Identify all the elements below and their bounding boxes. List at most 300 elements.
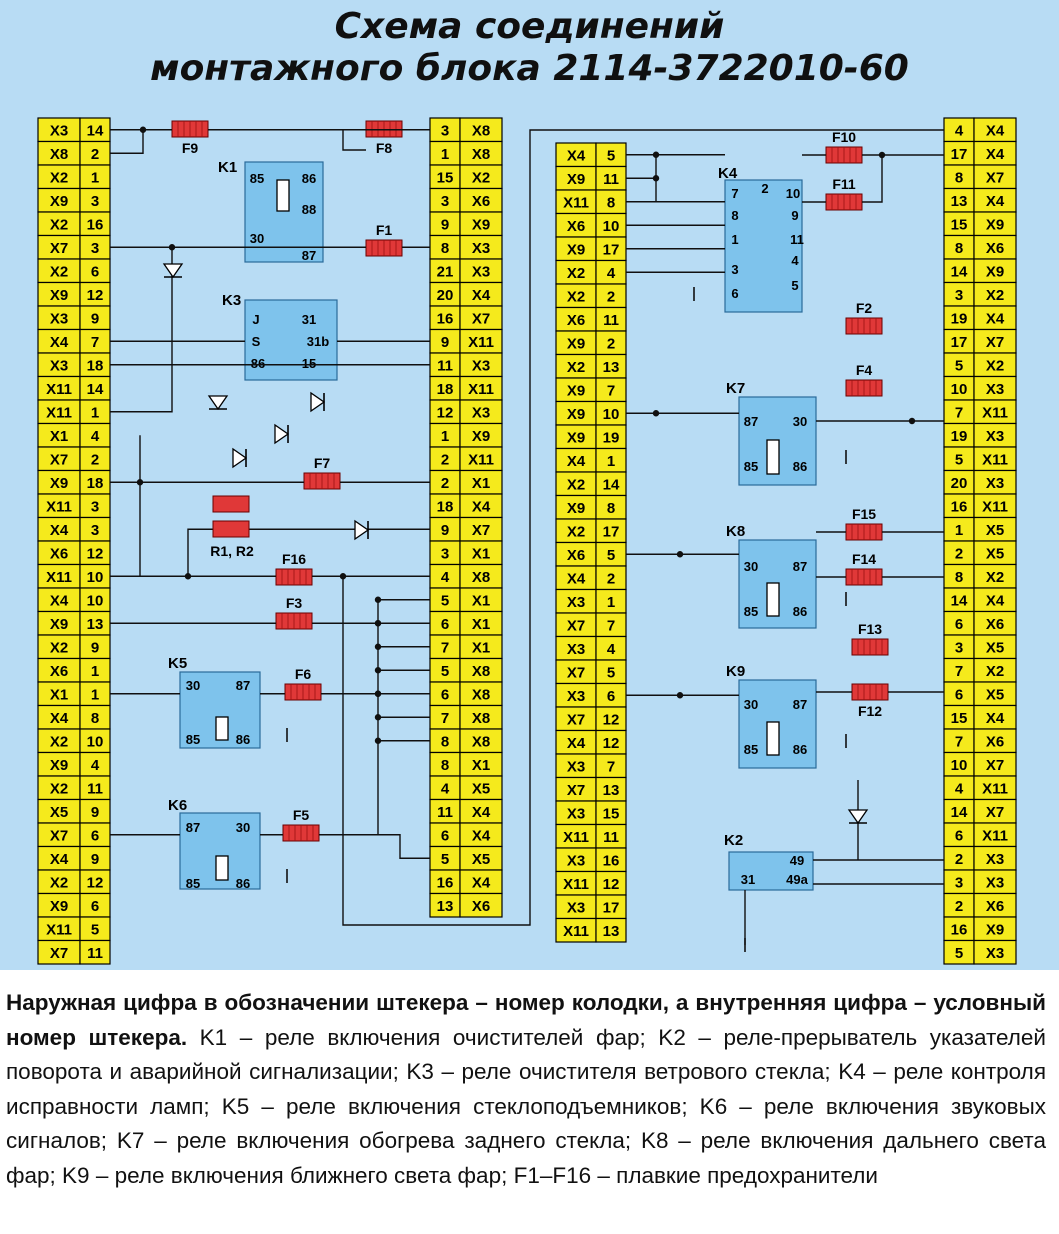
- relay-pin-label: 87: [743, 414, 759, 429]
- right-label: 2: [954, 897, 964, 915]
- middle-label: X9: [566, 335, 586, 353]
- left-outer-label: X2: [49, 733, 69, 751]
- left-outer-label: X7: [49, 827, 69, 845]
- right-label: X6: [985, 615, 1005, 633]
- relay-pin-label: S: [251, 334, 261, 349]
- relay-pin-label: 85: [743, 459, 759, 474]
- left-inner-label: 8: [440, 239, 450, 257]
- relay-pin-label: 10: [785, 186, 801, 201]
- left-inner-label: X6: [471, 897, 491, 915]
- legend: [0, 972, 1059, 1234]
- relay-pin-label: 8: [731, 208, 739, 223]
- left-outer-label: X1: [49, 686, 69, 704]
- relay-pin-label: 30: [249, 231, 265, 246]
- right-label: 6: [954, 686, 964, 704]
- junction-dot: [653, 410, 659, 416]
- left-outer-label: X11: [46, 498, 72, 516]
- middle-label: X7: [566, 711, 586, 729]
- left-outer-label: 9: [90, 639, 100, 657]
- right-label: X4: [985, 122, 1005, 140]
- fuse-label: F2: [855, 300, 873, 316]
- fuse-label: F14: [851, 551, 877, 567]
- wire: [110, 435, 140, 576]
- right-label: X3: [985, 427, 1005, 445]
- left-inner-label: X4: [471, 286, 491, 304]
- middle-label: 1: [606, 452, 616, 470]
- right-label: 14: [950, 803, 968, 821]
- middle-label: 7: [606, 758, 616, 776]
- relay-pin-label: 86: [792, 604, 808, 619]
- left-outer-label: X7: [49, 239, 69, 257]
- left-inner-label: 5: [440, 592, 450, 610]
- left-outer-label: X11: [46, 404, 72, 422]
- fuse-label: F3: [285, 595, 303, 611]
- wire: [862, 155, 882, 202]
- wire: [319, 835, 430, 859]
- middle-label: X11: [563, 875, 589, 893]
- right-label: 15: [950, 709, 968, 727]
- relay-pin-label: 30: [743, 559, 759, 574]
- junction-dot: [677, 551, 683, 557]
- right-label: X5: [985, 545, 1005, 563]
- middle-label: 2: [606, 288, 616, 306]
- right-label: X4: [985, 145, 1005, 163]
- middle-label: 4: [606, 264, 616, 282]
- right-label: X6: [985, 897, 1005, 915]
- left-outer-label: X9: [49, 192, 69, 210]
- resistor-r2: [213, 521, 249, 537]
- left-outer-label: 16: [86, 216, 104, 234]
- junction-dot: [375, 691, 381, 697]
- junction-dot: [375, 738, 381, 744]
- left-inner-label: 8: [440, 733, 450, 751]
- left-inner-label: X8: [471, 122, 491, 140]
- right-label: 5: [954, 944, 964, 962]
- title-line-1: Схема соединений: [334, 6, 725, 47]
- middle-label: X3: [566, 758, 586, 776]
- wire: [110, 130, 143, 154]
- middle-label: 11: [603, 311, 619, 329]
- left-inner-label: 2: [440, 451, 450, 469]
- left-inner-label: X1: [471, 639, 491, 657]
- middle-label: X7: [566, 617, 586, 635]
- left-outer-label: X9: [49, 897, 69, 915]
- left-inner-label: 9: [440, 521, 450, 539]
- left-inner-label: 3: [440, 192, 450, 210]
- middle-label: X3: [566, 593, 586, 611]
- left-inner-label: X8: [471, 709, 491, 727]
- relay-pin-label: 30: [743, 697, 759, 712]
- diode-icon: [849, 810, 867, 823]
- middle-label: X9: [566, 170, 586, 188]
- right-label: 4: [954, 780, 964, 798]
- left-inner-label: 13: [436, 897, 454, 915]
- left-inner-label: 11: [437, 357, 453, 375]
- left-inner-label: X1: [471, 756, 491, 774]
- right-label: X5: [985, 521, 1005, 539]
- left-outer-label: X11: [46, 568, 72, 586]
- relay-pin-label: 15: [301, 356, 317, 371]
- left-inner-label: 9: [440, 216, 450, 234]
- right-label: 14: [950, 592, 968, 610]
- left-outer-label: 2: [90, 451, 100, 469]
- fuse-label: F10: [831, 129, 857, 145]
- left-inner-label: 20: [436, 286, 454, 304]
- middle-label: 8: [606, 499, 616, 517]
- middle-label: 15: [602, 805, 620, 823]
- middle-label: X3: [566, 640, 586, 658]
- right-label: X7: [985, 169, 1005, 187]
- junction-dot: [375, 714, 381, 720]
- left-outer-label: 10: [86, 733, 104, 751]
- left-outer-label: 1: [90, 662, 100, 680]
- left-outer-label: 9: [90, 803, 100, 821]
- left-outer-label: 8: [90, 709, 100, 727]
- relay-label: K5: [168, 655, 188, 672]
- right-label: 19: [950, 427, 968, 445]
- fuse-label: F8: [375, 140, 393, 156]
- left-outer-label: 3: [90, 498, 100, 516]
- right-label: X11: [982, 498, 1008, 516]
- relay-pin-label: 49a: [786, 872, 808, 887]
- left-outer-label: 3: [90, 192, 100, 210]
- middle-label: X7: [566, 664, 586, 682]
- left-inner-label: X5: [471, 780, 491, 798]
- right-label: 3: [954, 874, 964, 892]
- middle-label: 2: [606, 335, 616, 353]
- left-inner-label: X5: [471, 850, 491, 868]
- right-label: 7: [954, 404, 964, 422]
- wire: [110, 247, 172, 412]
- relay-pin-label: 6: [731, 286, 739, 301]
- left-outer-label: 6: [90, 897, 100, 915]
- left-outer-label: X11: [46, 921, 72, 939]
- middle-label: X9: [566, 382, 586, 400]
- relay-pin-label: 2: [761, 181, 769, 196]
- left-outer-label: X11: [46, 380, 72, 398]
- diode-icon: [311, 393, 324, 411]
- relay-pin-label: 86: [792, 459, 808, 474]
- middle-label: X4: [566, 734, 586, 752]
- relay-pin-label: 87: [792, 697, 808, 712]
- left-outer-label: X6: [49, 662, 69, 680]
- relay-pin-label: 86: [235, 876, 251, 891]
- left-inner-label: X7: [471, 310, 491, 328]
- left-outer-label: 10: [86, 592, 104, 610]
- right-label: X7: [985, 803, 1005, 821]
- right-label: 6: [954, 827, 964, 845]
- left-outer-label: X6: [49, 545, 69, 563]
- left-inner-label: X2: [471, 169, 491, 187]
- relay-pin-label: 7: [731, 186, 739, 201]
- relay-coil: [216, 856, 228, 880]
- middle-label: X9: [566, 405, 586, 423]
- left-outer-label: X2: [49, 874, 69, 892]
- right-label: X2: [985, 286, 1005, 304]
- middle-label: 12: [602, 875, 620, 893]
- middle-label: 13: [602, 922, 620, 940]
- left-outer-label: X2: [49, 216, 69, 234]
- relay-label: K6: [168, 797, 188, 814]
- left-inner-label: 4: [440, 568, 450, 586]
- left-outer-label: 12: [86, 874, 104, 892]
- left-inner-label: 6: [440, 615, 450, 633]
- left-inner-label: 3: [440, 545, 450, 563]
- right-label: 4: [954, 122, 964, 140]
- right-label: X11: [982, 827, 1008, 845]
- relay-pin-label: 85: [743, 742, 759, 757]
- right-label: 3: [954, 286, 964, 304]
- relay-pin-label: 9: [791, 208, 799, 223]
- left-inner-label: X8: [471, 733, 491, 751]
- middle-label: X2: [566, 358, 586, 376]
- right-label: 16: [950, 921, 968, 939]
- middle-label: 11: [603, 170, 619, 188]
- right-label: 7: [954, 733, 964, 751]
- fuse-label: F13: [857, 621, 883, 637]
- junction-dot: [677, 692, 683, 698]
- right-label: 19: [950, 310, 968, 328]
- relay-pin-label: 85: [185, 732, 201, 747]
- right-label: 8: [954, 169, 964, 187]
- relay-pin-label: 30: [185, 678, 201, 693]
- left-outer-label: 4: [90, 427, 100, 445]
- middle-label: X9: [566, 499, 586, 517]
- left-inner-label: X4: [471, 874, 491, 892]
- middle-label: X3: [566, 687, 586, 705]
- middle-label: 17: [602, 899, 620, 917]
- middle-label: X9: [566, 241, 586, 259]
- junction-dot: [375, 597, 381, 603]
- relay-label: K7: [726, 380, 746, 397]
- relay-pin-label: 1: [731, 232, 739, 247]
- left-inner-label: X9: [471, 216, 491, 234]
- left-outer-label: X2: [49, 639, 69, 657]
- left-outer-label: X7: [49, 944, 69, 962]
- left-outer-label: X7: [49, 451, 69, 469]
- left-outer-label: X3: [49, 122, 69, 140]
- left-outer-label: X2: [49, 780, 69, 798]
- junction-dot: [375, 644, 381, 650]
- relay-pin-label: 85: [185, 876, 201, 891]
- left-inner-label: 5: [440, 662, 450, 680]
- left-inner-label: 16: [436, 874, 454, 892]
- right-label: 8: [954, 568, 964, 586]
- middle-label: X9: [566, 429, 586, 447]
- right-label: 2: [954, 850, 964, 868]
- title-banner: [0, 0, 1059, 100]
- left-outer-label: 1: [90, 404, 100, 422]
- left-outer-label: 9: [90, 310, 100, 328]
- left-outer-label: X5: [49, 803, 69, 821]
- left-outer-label: 13: [86, 615, 104, 633]
- middle-label: 4: [606, 640, 616, 658]
- middle-label: X3: [566, 805, 586, 823]
- middle-label: 2: [606, 570, 616, 588]
- right-label: 16: [950, 498, 968, 516]
- resistors-label: R1, R2: [210, 543, 254, 559]
- relay-pin-label: 86: [235, 732, 251, 747]
- junction-dot: [909, 418, 915, 424]
- fuse-label: F1: [375, 222, 393, 238]
- diode-icon: [209, 396, 227, 409]
- right-label: 5: [954, 451, 964, 469]
- left-inner-label: 7: [440, 709, 450, 727]
- middle-label: X3: [566, 899, 586, 917]
- left-inner-label: 1: [440, 145, 450, 163]
- wiring-diagram: [0, 100, 1059, 970]
- relay-pin-label: 30: [235, 820, 251, 835]
- right-label: X11: [982, 780, 1008, 798]
- middle-label: X4: [566, 147, 586, 165]
- left-inner-label: X4: [471, 827, 491, 845]
- left-inner-label: X3: [471, 239, 491, 257]
- wire: [343, 130, 366, 150]
- middle-label: X6: [566, 217, 586, 235]
- right-label: 10: [950, 380, 968, 398]
- middle-label: 16: [602, 852, 620, 870]
- right-label: X2: [985, 357, 1005, 375]
- left-inner-label: 9: [440, 333, 450, 351]
- relay-pin-label: 31: [301, 312, 317, 327]
- left-outer-label: 11: [87, 944, 103, 962]
- relay-pin-label: 11: [790, 232, 804, 247]
- left-outer-label: 18: [86, 357, 104, 375]
- left-outer-label: X9: [49, 615, 69, 633]
- right-label: X3: [985, 850, 1005, 868]
- left-inner-label: 2: [440, 474, 450, 492]
- title-line-2: монтажного блока 2114-3722010-60: [150, 48, 909, 89]
- right-label: 15: [950, 216, 968, 234]
- middle-label: X2: [566, 288, 586, 306]
- relay-pin-label: 86: [792, 742, 808, 757]
- left-inner-label: 18: [436, 498, 454, 516]
- left-inner-label: X1: [471, 474, 491, 492]
- left-outer-label: 2: [90, 145, 100, 163]
- middle-label: 12: [602, 734, 620, 752]
- middle-label: 10: [602, 217, 620, 235]
- relay-label: K4: [718, 165, 738, 182]
- right-label: X4: [985, 709, 1005, 727]
- left-outer-label: 4: [90, 756, 100, 774]
- right-label: 17: [950, 145, 968, 163]
- diode-icon: [355, 521, 368, 539]
- right-label: X4: [985, 592, 1005, 610]
- middle-label: 13: [602, 781, 620, 799]
- relay-label: K9: [726, 663, 746, 680]
- middle-label: 6: [606, 687, 616, 705]
- fuse-label: F9: [181, 140, 199, 156]
- middle-label: X2: [566, 476, 586, 494]
- left-outer-label: X9: [49, 474, 69, 492]
- relay-pin-label: 87: [185, 820, 201, 835]
- middle-label: 19: [602, 429, 620, 447]
- middle-label: 5: [606, 546, 616, 564]
- left-outer-label: 7: [90, 333, 100, 351]
- relay-pin-label: J: [252, 312, 260, 327]
- left-outer-label: 9: [90, 850, 100, 868]
- left-inner-label: 15: [436, 169, 454, 187]
- left-inner-label: X1: [471, 545, 491, 563]
- right-label: X4: [985, 310, 1005, 328]
- fuse-label: F6: [294, 666, 312, 682]
- middle-label: X7: [566, 781, 586, 799]
- fuse-label: F4: [855, 362, 873, 378]
- junction-dot: [653, 175, 659, 181]
- left-inner-label: X3: [471, 357, 491, 375]
- left-outer-label: 12: [86, 545, 104, 563]
- right-label: X7: [985, 333, 1005, 351]
- left-inner-label: X8: [471, 662, 491, 680]
- left-outer-label: 1: [90, 686, 100, 704]
- right-label: 20: [950, 474, 968, 492]
- left-outer-label: X9: [49, 286, 69, 304]
- left-inner-label: X9: [471, 427, 491, 445]
- left-inner-label: 8: [440, 756, 450, 774]
- relay-pin-label: 85: [743, 604, 759, 619]
- left-inner-label: X7: [471, 521, 491, 539]
- left-outer-label: 18: [86, 474, 104, 492]
- left-inner-label: X11: [468, 380, 494, 398]
- relay-coil: [216, 717, 228, 740]
- left-inner-label: 11: [437, 803, 453, 821]
- middle-label: 8: [606, 194, 616, 212]
- left-outer-label: 14: [86, 122, 104, 140]
- left-inner-label: 21: [436, 263, 454, 281]
- resistor-r1: [213, 496, 249, 512]
- relay-pin-label: 86: [250, 356, 266, 371]
- left-inner-label: 1: [440, 427, 450, 445]
- right-label: 17: [950, 333, 968, 351]
- right-label: X9: [985, 921, 1005, 939]
- right-label: X3: [985, 474, 1005, 492]
- right-label: 14: [950, 263, 968, 281]
- right-label: X6: [985, 733, 1005, 751]
- left-inner-label: 4: [440, 780, 450, 798]
- left-outer-label: X4: [49, 521, 69, 539]
- middle-label: 17: [602, 241, 620, 259]
- left-inner-label: X8: [471, 686, 491, 704]
- left-outer-label: 10: [86, 568, 104, 586]
- middle-label: X11: [563, 194, 589, 212]
- right-label: X3: [985, 944, 1005, 962]
- left-outer-label: 6: [90, 827, 100, 845]
- relay-pin-label: 31: [740, 872, 756, 887]
- junction-dot: [375, 667, 381, 673]
- right-label: 6: [954, 615, 964, 633]
- right-label: 13: [950, 192, 968, 210]
- fuse-label: F15: [851, 506, 877, 522]
- right-label: X11: [982, 451, 1008, 469]
- left-outer-label: X4: [49, 333, 69, 351]
- left-outer-label: 6: [90, 263, 100, 281]
- left-outer-label: 3: [90, 239, 100, 257]
- relay-label: K3: [222, 292, 242, 309]
- left-inner-label: X11: [468, 333, 494, 351]
- relay-pin-label: 4: [791, 253, 799, 268]
- right-label: 5: [954, 357, 964, 375]
- left-inner-label: X8: [471, 568, 491, 586]
- relay-pin-label: 31b: [306, 334, 330, 349]
- left-outer-label: 11: [87, 780, 103, 798]
- left-outer-label: X8: [49, 145, 69, 163]
- middle-label: 12: [602, 711, 620, 729]
- left-outer-label: X4: [49, 709, 69, 727]
- relay-pin-label: 87: [792, 559, 808, 574]
- right-label: X9: [985, 263, 1005, 281]
- left-outer-label: X4: [49, 850, 69, 868]
- left-inner-label: X1: [471, 615, 491, 633]
